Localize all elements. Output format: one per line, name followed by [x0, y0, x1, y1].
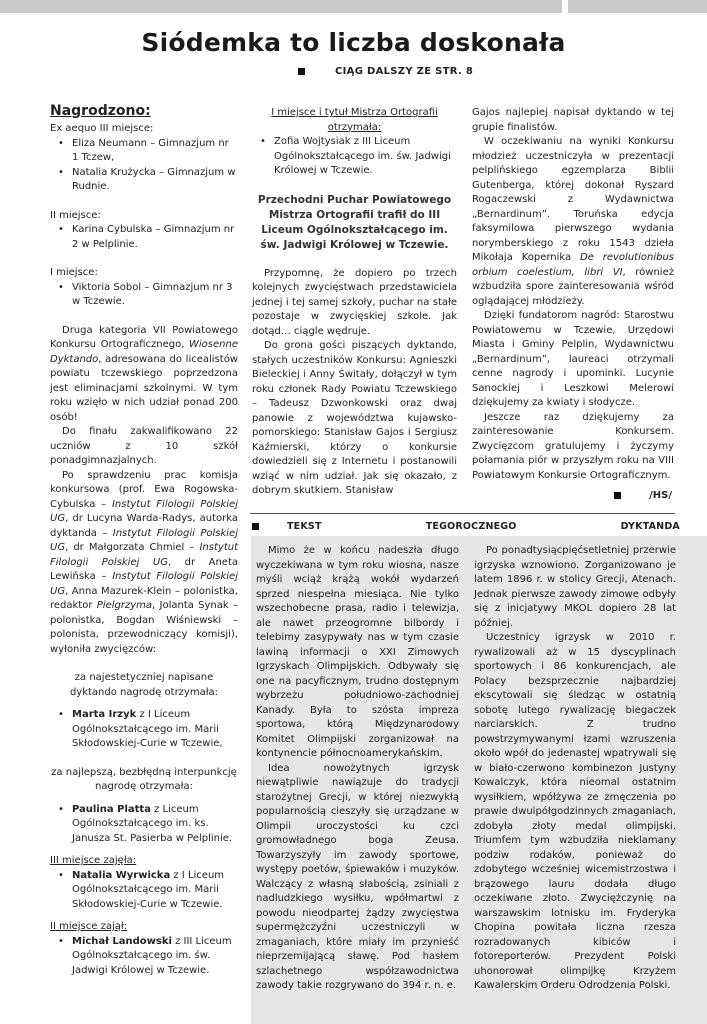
paragraph: Mimo że w końcu nadeszła długo wyczekiwana w tym roku wiosna, nasze myśli wciąż krążą wokół wydarzeń sprzed niespełna miesiąca. Nie tylko wszechobecne prasa, radio i telewizja, ale nawet przeogromne bilbordy i telebimy zasypywały nas w tym czasie lawiną informacji o XXI Zimowych Igrzyskach Olimpijskich. Odbywały się one na pacyficznym, trudno dostępnym wybrzeżu południowo-zachodniej Kanady. Była to szósta impreza sportowa, którą Międzynarodowy Komitet Olimpijski zorganizował na kontynencie północnoamerykańskim. [256, 545, 459, 759]
column-3 [472, 106, 674, 504]
paragraph: Dzięki fundatorom nagród: Starostwu Powiatowemu w Tczewie, Urzędowi Miasta i Gminy Pelplin, Wydawnictwu „Bernardinum”, laureaci otrzymali cenne nagrody i upominki. Lucynie Sanockiej i Leszkowi Melerowi dziękujemy za kwiaty i słodycze. [472, 310, 674, 408]
top-bar [0, 0, 562, 13]
square-bullet-icon [298, 68, 305, 75]
paragraph: W oczekiwaniu na wyniki Konkursu młodzież uczestniczyła w prezentacji pelplińskiego egzemplarza Biblii Gutenberga, której dokonał Ryszard Rogaczewski z Wydawnictwa „Bernardinum”. Toruńska edycja faksymilowa pierwszego wydania norymberskiego z roku 1543 dzieła Mikołaja Kopernika De revolutionibus orbium coelestium, libri VI, również wzbudziła spore zainteresowania wśród oglądającej młodzieży. [472, 136, 674, 307]
best-punctuation-label: za najlepszą, bezbłędną interpunkcję nagrodę otrzymała: [51, 766, 237, 792]
dictation-column-2 [474, 544, 676, 994]
dictation-heading [252, 521, 680, 532]
second-place-taken-label: II miejsce zajął: [50, 921, 128, 932]
list-item: • Natalia Wyrwicka z I Liceum Ogólnokształcącego im. Marii Skłodowskiej-Curie w Tczewie. [50, 869, 238, 913]
list-item: • Natalia Krużycka – Gimnazjum w Rudnie. [50, 166, 238, 195]
heading-word: TEGOROCZNEGO [425, 521, 517, 532]
dictation-column-1 [256, 544, 459, 994]
list-item: • Zofia Wojtysiak z III Liceum Ogólnokształcącego im. św. Jadwigi Królowej w Tczewie. [252, 135, 457, 179]
signature: /HS/ [472, 489, 674, 504]
paragraph: Po ponadtysiącpięćsetletniej przerwie igrzyska wznowiono. Zorganizowano je latem 1896 r. w stolicy Grecji, Atenach. Jednak pierwsze zawody zimowe odbyły się z inicjatywy MKOL dopiero 28 lat później. [474, 545, 676, 629]
second-place-list [50, 223, 238, 252]
paragraph: Uczestnicy igrzysk w 2010 r. rywalizowali aż w 15 dyscyplinach sportowych i 86 konkurencjach, ale Polacy bezsprzecznie najbardziej ekscytowali się śledząc w ostatnią sobotę lutego rywalizację biegaczek narciarskich. Z trudno powstrzymywanymi łzami wzruszenia około wpół do jedenastej wpatrywali się w biało-czerwono kombinezon Justyny Kowalczyk, która nieomal ostatnim wysiłkiem, wpółżywa ze zmęczenia po prawie dwuipółgodzinnych zmaganiach, zdobyła złoty medal olimpijski. Triumfem tym wzbudziła nieklamany podziw rodaków, ponieważ do zdobytego wcześniej wicemistrzostwa i brązowego lauru dodała długo oczekiwane złoto. Zwyciężczynię na warszawskim lotnisku im. Fryderyka Chopina powitała liczna rzesza rozradowanych kibiców i fotoreporterów. Prezydent Polski uhonorował olimpijkę Krzyżem Kawalerskim Orderu Odrodzenia Polski. [474, 632, 676, 991]
paragraph: Jeszcze raz dziękujemy za zainteresowanie Konkursem. Zwycięzcom gratulujemy i życzymy połamania piór w przyszłym roku na VIII Powiatowym Konkursie Ortograficznym. [472, 411, 674, 481]
list-item: • Viktoria Sobol – Gimnazjum nr 3 w Tczewie. [50, 281, 238, 310]
square-bullet-icon [252, 523, 259, 530]
top-bar-right [568, 0, 707, 13]
third-place-taken-list [50, 869, 238, 913]
list-item: • Karina Cybulska – Gimnazjum nr 2 w Pelplinie. [50, 223, 238, 252]
list-item: • Eliza Neumann – Gimnazjum nr 1 Tczew, [50, 137, 238, 166]
ex-aequo-label: Ex aequo III miejsce: [50, 123, 154, 134]
best-written-list [50, 708, 238, 752]
second-place-taken-list [50, 935, 238, 979]
trophy-subheading: Przechodni Puchar Powiatowego Mistrza Ortografii trafił do III Liceum Ogólnokształcącego im. św. Jadwigi Królowej w Tczewie. [257, 193, 452, 251]
master-list [252, 135, 457, 179]
first-place-label: I miejsce: [50, 267, 98, 278]
continuation-text: CIĄG DALSZY ZE STR. 8 [335, 66, 474, 77]
paragraph: Do grona gości piszących dyktando, stałych uczestników Konkursu: Agnieszki Bieleckiej i Anny Świtały, dołączył w tym roku członek Rady Powiatu Tczewskiego – Tadeusz Dzwonkowski oraz dwaj panowie z województwa kujawsko-pomorskiego: Stanisław Gajos i Sergiusz Kaźmierski, którzy o konkursie dowiedzieli się z Internetu i postanowili wziąć w nim udział. Jak się okazało, z dobrym skutkiem. Stanisław [252, 340, 457, 496]
ex-aequo-list [50, 137, 238, 195]
master-title: I miejsce i tytuł Mistrza Ortografii otrzymała: [271, 107, 438, 133]
section-divider [250, 513, 675, 514]
square-bullet-icon [614, 492, 621, 499]
paragraph: Gajos najlepiej napisał dyktando w tej grupie finalistów. [472, 107, 674, 133]
column-1 [50, 102, 238, 978]
list-item: • Michał Landowski z III Liceum Ogólnokształcącego im. św. Jadwigi Królowej w Tczewie. [50, 935, 238, 979]
third-place-taken-label: III miejsce zajęła: [50, 855, 137, 866]
second-place-label: II miejsce: [50, 209, 101, 221]
paragraph: Do finału zakwalifikowano 22 uczniów z 10 szkół ponadgimnazjalnych. [50, 426, 238, 466]
list-item: • Paulina Platta z Liceum Ogólnokształcącego im. ks. Janusza St. Pasierba w Pelplinie. [50, 803, 238, 847]
heading-word: TEKST [287, 521, 322, 532]
paragraph: Po sprawdzeniu prac komisja konkursowa (prof. Ewa Rogowska-Cybulska – Instytut Filologii Polskiej UG, dr Lucyna Warda-Radys, autorka dyktanda – Instytut Filologii Polskiej UG, dr Małgorzata Chmiel – Instytut Filologii Polskiej UG, dr Aneta Lewińska – Instytut Filologii Polskiej UG, Anna Mazurek-Klein – polonistka, redaktor Pielgrzyma, Jolanta Synak – polonistka, Bogdan Wiśniewski – polonista, przewodniczący komisji), wyłoniła zwycięzców: [50, 469, 239, 655]
paragraph: Przypomnę, że dopiero po trzech kolejnych zwycięstwach przedstawiciela jednej i tej samej szkoły, puchar na stałe pozostaje w zwycięskiej szkole. Jak dotąd… ciągle wędruje. [252, 267, 457, 337]
paragraph: Druga kategoria VII Powiatowego Konkursu Ortograficznego, Wiosenne Dyktando, adresowana do licealistów powiatu tczewskiego poprzedzona jest eliminacjami szkolnymi. W tym roku wzięło w nich udział ponad 200 osób! [50, 324, 238, 423]
paragraph: Idea nowożytnych igrzysk niewątpliwie nawiązuje do tradycji starożytnej Grecji, w której niezwykłą popularnością cieszyły się urządzane w Olimpii uroczystości ku czci gromowładnego boga Zeusa. Towarzyszyły im zawody sportowe, występy poetów, śpiewaków i muzyków. Walczący z własną słabością, zsiniali z nadludzkiego wysiłku, wpółmartwi z powodu nieodpartej żądzy zwycięstwa supermężczyźni uczestniczyli w zmaganiach, które miały im przynieść nieprzemijającą sławę. Pod hasłem szlachetnego współzawodnictwa zawody takie rozgrywano do 394 r. n. e. [256, 762, 459, 991]
best-punctuation-list [50, 803, 238, 847]
first-place-list [50, 281, 238, 310]
list-item: • Marta Irzyk z I Liceum Ogólnokształcącego im. Marii Skłodowskiej-Curie w Tczewie, [50, 708, 238, 752]
best-written-label: za najestetyczniej napisane dyktando nagrodę otrzymała: [69, 672, 219, 698]
awards-heading: Nagrodzono: [50, 103, 151, 119]
column-2 [252, 106, 457, 499]
heading-word: DYKTANDA [620, 521, 680, 532]
continuation-note [298, 66, 473, 77]
page-title: Siódemka to liczba doskonała [141, 28, 566, 57]
